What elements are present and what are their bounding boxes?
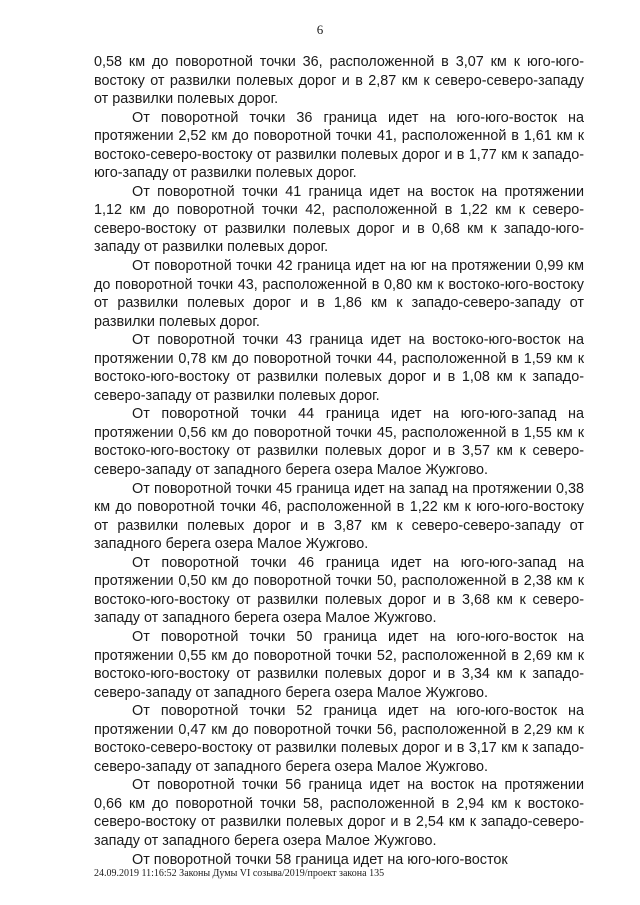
paragraph-10: От поворотной точки 52 граница идет на юго-юго-восток на протяжении 0,47 км до поворотной точки 56, расположенной в 2,29 км к востоко-северо-востоку от развилки полевых дорог и в 3,17 км к западо-северо-западу от западного берега озера Малое Жужгово.: [94, 703, 584, 775]
document-body: [94, 53, 584, 869]
paragraph-11: От поворотной точки 56 граница идет на восток на протяжении 0,66 км до поворотной точки 58, расположенной в 2,94 км к востоко-северо-востоку от развилки полевых дорог и в 2,54 км к западо-северо-западу от западного берега озера Малое Жужгово.: [94, 777, 584, 849]
paragraph-2: От поворотной точки 36 граница идет на юго-юго-восток на протяжении 2,52 км до поворотной точки 41, расположенной в 1,61 км к востоко-северо-востоку от развилки полевых дорог и в 1,77 км к западо-юго-западу от развилки полевых дорог.: [94, 109, 584, 182]
page-number: 6: [316, 22, 324, 37]
paragraph-6: От поворотной точки 44 граница идет на юго-юго-запад на протяжении 0,56 км до поворотной точки 45, расположенной в 1,55 км к востоко-юго-востоку от развилки полевых дорог и в 3,57 км к северо-северо-западу от западного берега озера Малое Жужгово.: [94, 406, 584, 479]
paragraph-7: От поворотной точки 45 граница идет на запад на протяжении 0,38 км до поворотной точки 46, расположенной в 1,22 км к юго-юго-востоку от развилки полевых дорог и в 3,87 км к северо-северо-западу от западного берега озера Малое Жужгово.: [94, 480, 584, 553]
paragraph-9: От поворотной точки 50 граница идет на юго-юго-восток на протяжении 0,55 км до поворотной точки 52, расположенной в 2,69 км к востоко-юго-востоку от развилки полевых дорог и в 3,34 км к западо-северо-западу от западного берега озера Малое Жужгово.: [94, 628, 584, 701]
paragraph-5: От поворотной точки 43 граница идет на востоко-юго-восток на протяжении 0,78 км до поворотной точки 44, расположенной в 1,59 км к востоко-юго-востоку от развилки полевых дорог и в 1,08 км к западо-северо-западу от развилки полевых дорог.: [94, 332, 584, 404]
paragraph-1: 0,58 км до поворотной точки 36, расположенной в 3,07 км к юго-юго-востоку от развилки полевых дорог и в 2,87 км к северо-северо-западу от развилки полевых дорог.: [94, 54, 584, 108]
paragraph-4: От поворотной точки 42 граница идет на юг на протяжении 0,99 км до поворотной точки 43, расположенной в 0,80 км к востоко-юго-востоку от развилки полевых дорог и в 1,86 км к западо-северо-западу от развилки полевых дорог.: [94, 258, 584, 330]
paragraph-8: От поворотной точки 46 граница идет на юго-юго-запад на протяжении 0,50 км до поворотной точки 50, расположенной в 2,38 км к востоко-юго-востоку от развилки полевых дорог и в 3,68 км к северо-западу от западного берега озера Малое Жужгово.: [94, 554, 584, 627]
paragraph-3: От поворотной точки 41 граница идет на восток на протяжении 1,12 км до поворотной точки 42, расположенной в 1,22 км к северо-северо-востоку от развилки полевых дорог и в 0,68 км к западо-юго-западу от развилки полевых дорог.: [94, 183, 584, 256]
document-footer: 24.09.2019 11:16:52 Законы Думы VI созыва/2019/проект закона 135: [94, 868, 385, 879]
paragraph-12: От поворотной точки 58 граница идет на юго-юго-восток: [132, 851, 508, 868]
